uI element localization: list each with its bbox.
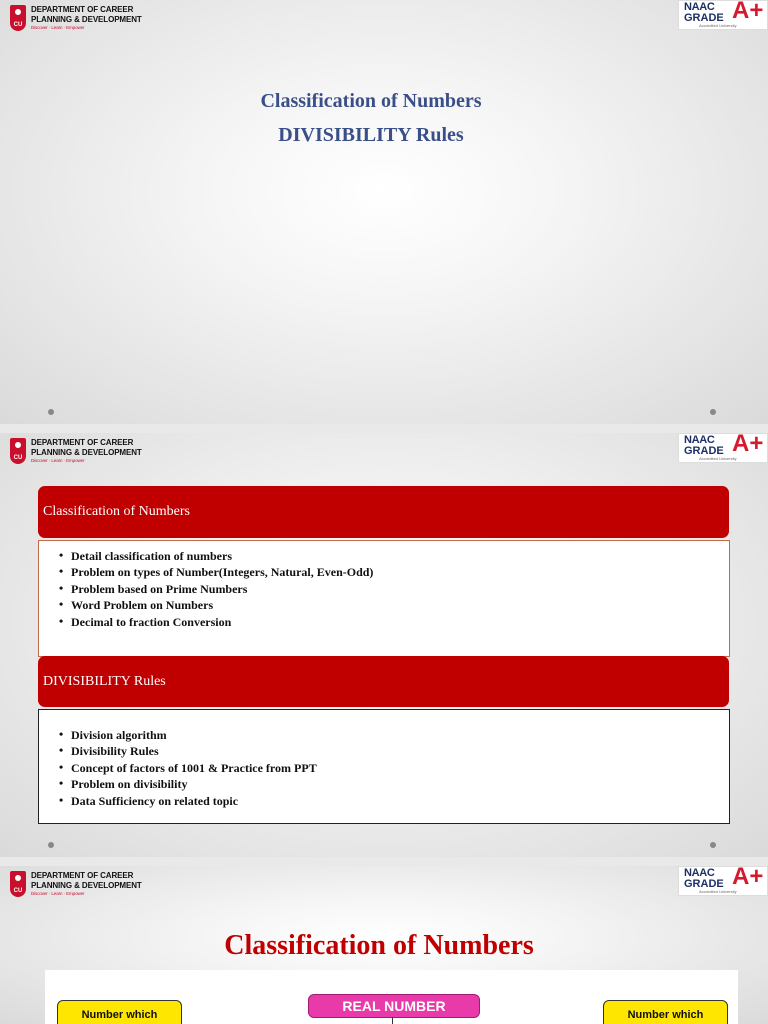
dept-line-1: DEPARTMENT OF CAREER bbox=[31, 438, 134, 447]
grade-text: GRADE bbox=[684, 445, 724, 457]
list-item: • Decimal to fraction Conversion bbox=[59, 614, 729, 630]
grade-value: A+ bbox=[732, 866, 764, 890]
grade-value: A+ bbox=[732, 0, 764, 24]
grade-value: A+ bbox=[732, 433, 764, 457]
dept-tagline: Discover · Learn · Empower bbox=[31, 25, 85, 30]
dept-logo bbox=[10, 438, 142, 466]
slide-title: Classification of Numbers bbox=[260, 90, 482, 112]
dept-line-2: PLANNING & DEVELOPMENT bbox=[31, 15, 142, 24]
university-shield-icon bbox=[10, 438, 26, 464]
section-body-classification bbox=[38, 540, 730, 657]
dept-line-2: PLANNING & DEVELOPMENT bbox=[31, 881, 142, 890]
section-header-label: DIVISIBILITY Rules bbox=[43, 673, 166, 689]
slide-dot-right bbox=[710, 409, 716, 415]
list-item: • Division algorithm bbox=[59, 727, 729, 743]
slide-title: Classification of Numbers bbox=[224, 930, 534, 961]
right-category-box: Number which bbox=[603, 1000, 728, 1024]
slide-dot-left bbox=[48, 842, 54, 848]
slide-1 bbox=[0, 0, 768, 424]
slide-dot-right bbox=[710, 842, 716, 848]
naac-text: NAAC bbox=[684, 434, 715, 446]
slide-3 bbox=[0, 866, 768, 1024]
classification-diagram bbox=[45, 970, 738, 1024]
list-item: • Concept of factors of 1001 & Practice from PPT bbox=[59, 760, 729, 776]
dept-logo bbox=[10, 871, 142, 899]
list-item: • Divisibility Rules bbox=[59, 743, 729, 759]
section-header-divisibility bbox=[38, 656, 729, 707]
slide-subtitle: DIVISIBILITY Rules bbox=[278, 124, 464, 146]
connector-line bbox=[392, 1017, 393, 1024]
grade-text: GRADE bbox=[684, 878, 724, 890]
dept-logo bbox=[10, 5, 142, 33]
university-shield-icon bbox=[10, 5, 26, 31]
dept-tagline: Discover · Learn · Empower bbox=[31, 458, 85, 463]
naac-subtext: Accredited University bbox=[699, 23, 737, 28]
naac-subtext: Accredited University bbox=[699, 889, 737, 894]
dept-line-1: DEPARTMENT OF CAREER bbox=[31, 871, 134, 880]
left-category-box: Number which bbox=[57, 1000, 182, 1024]
dept-tagline: Discover · Learn · Empower bbox=[31, 891, 85, 896]
divisibility-list bbox=[39, 727, 729, 809]
list-item: • Problem on divisibility bbox=[59, 776, 729, 792]
list-item: • Word Problem on Numbers bbox=[59, 597, 729, 613]
naac-logo bbox=[678, 0, 768, 30]
list-item: • Data Sufficiency on related topic bbox=[59, 793, 729, 809]
slide-2 bbox=[0, 433, 768, 857]
naac-logo bbox=[678, 866, 768, 896]
list-item: • Problem based on Prime Numbers bbox=[59, 581, 729, 597]
grade-text: GRADE bbox=[684, 12, 724, 24]
naac-text: NAAC bbox=[684, 867, 715, 879]
list-item: • Problem on types of Number(Integers, Natural, Even-Odd) bbox=[59, 564, 729, 580]
naac-text: NAAC bbox=[684, 1, 715, 13]
naac-logo bbox=[678, 433, 768, 463]
section-header-label: Classification of Numbers bbox=[43, 504, 190, 519]
dept-line-1: DEPARTMENT OF CAREER bbox=[31, 5, 134, 14]
slide-dot-left bbox=[48, 409, 54, 415]
section-header-classification bbox=[38, 486, 729, 538]
dept-line-2: PLANNING & DEVELOPMENT bbox=[31, 448, 142, 457]
list-item: • Detail classification of numbers bbox=[59, 548, 729, 564]
real-number-box: REAL NUMBER bbox=[308, 994, 480, 1018]
university-shield-icon bbox=[10, 871, 26, 897]
naac-subtext: Accredited University bbox=[699, 456, 737, 461]
section-body-divisibility bbox=[38, 709, 730, 824]
classification-list bbox=[39, 548, 729, 630]
